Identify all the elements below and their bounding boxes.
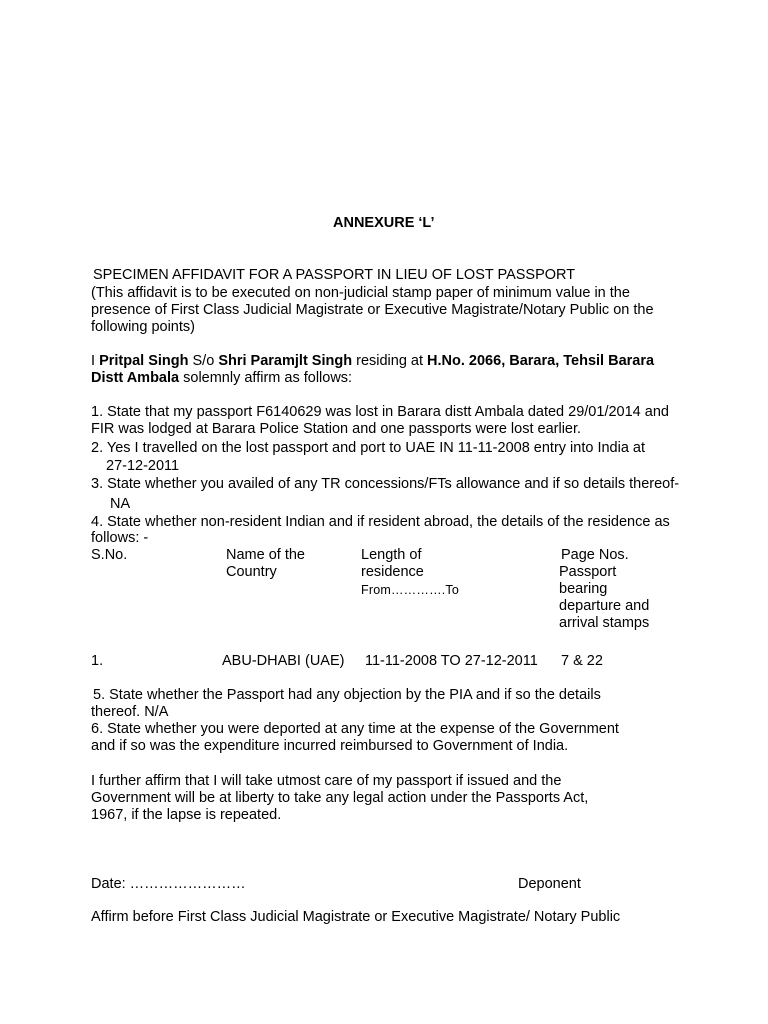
row-sno: 1. (91, 653, 104, 669)
instruction-line-2: presence of First Class Judicial Magistrate or Executive Magistrate/Notary Public on the (91, 302, 654, 318)
row-pages: 7 & 22 (561, 653, 603, 669)
header-page-3: bearing (559, 581, 608, 597)
point-1-line-2: FIR was lodged at Barara Police Station and one passports were lost earlier. (91, 421, 582, 437)
declarant-so: S/o (192, 353, 215, 369)
declarant-affirm: solemnly affirm as follows: (183, 370, 353, 386)
header-sno: S.No. (91, 547, 128, 563)
header-page-4: departure and (559, 598, 650, 614)
instruction-line-1: (This affidavit is to be executed on non-judicial stamp paper of minimum value in the (91, 285, 630, 301)
date-field: Date: …………………… (91, 876, 246, 892)
declarant-line-1 (91, 353, 654, 370)
point-2-line-1: 2. Yes I travelled on the lost passport and port to UAE IN 11-11-2008 entry into India at (91, 440, 646, 456)
declarant-address: H.No. 2066, Barara, Tehsil Barara (427, 353, 655, 369)
row-length: 11-11-2008 TO 27-12-2011 (365, 653, 538, 669)
annexure-title: ANNEXURE ‘L’ (333, 215, 435, 231)
point-6-line-2: and if so was the expenditure incurred reimbursed to Government of India. (91, 738, 569, 754)
header-length-2: residence (361, 564, 424, 580)
header-length-1: Length of (361, 547, 422, 563)
point-5-line-2: thereof. N/A (91, 704, 169, 720)
point-4-line-1: 4. State whether non-resident Indian and if resident abroad, the details of the residence as (91, 514, 670, 530)
further-line-2: Government will be at liberty to take any legal action under the Passports Act, (91, 790, 589, 806)
deponent-label: Deponent (518, 876, 581, 892)
declarant-i: I (91, 353, 96, 369)
declarant-residing: residing at (356, 353, 424, 369)
header-page-2: Passport (559, 564, 617, 580)
point-6-line-1: 6. State whether you were deported at any time at the expense of the Government (91, 721, 619, 737)
row-country: ABU-DHABI (UAE) (222, 653, 345, 669)
declarant-shri: Shri (218, 353, 247, 369)
further-line-3: 1967, if the lapse is repeated. (91, 807, 282, 823)
point-3-line-1: 3. State whether you availed of any TR concessions/FTs allowance and if so details thereof- (91, 476, 680, 492)
header-length-3: From………….To (361, 583, 460, 597)
affidavit-heading: SPECIMEN AFFIDAVIT FOR A PASSPORT IN LIEU OF LOST PASSPORT (93, 267, 576, 283)
further-line-1: I further affirm that I will take utmost care of my passport if issued and the (91, 773, 562, 789)
declarant-line-2 (91, 370, 352, 387)
point-3-line-2: NA (110, 496, 131, 512)
point-5-line-1: 5. State whether the Passport had any objection by the PIA and if so the details (93, 687, 601, 703)
declarant-district: Distt Ambala (91, 370, 180, 386)
header-country-2: Country (226, 564, 277, 580)
point-1-line-1: 1. State that my passport F6140629 was lost in Barara distt Ambala dated 29/01/2014 and (91, 404, 669, 420)
header-country-1: Name of the (226, 547, 305, 563)
declarant-father: Paramjlt Singh (250, 353, 353, 369)
instruction-line-3: following points) (91, 319, 195, 335)
header-page-1: Page Nos. (561, 547, 629, 563)
declarant-name: Pritpal Singh (99, 353, 189, 369)
affirm-before-line: Affirm before First Class Judicial Magistrate or Executive Magistrate/ Notary Public (91, 909, 621, 925)
header-page-5: arrival stamps (559, 615, 650, 631)
point-4-line-2: follows: - (91, 530, 149, 546)
point-2-line-2: 27-12-2011 (106, 458, 180, 474)
